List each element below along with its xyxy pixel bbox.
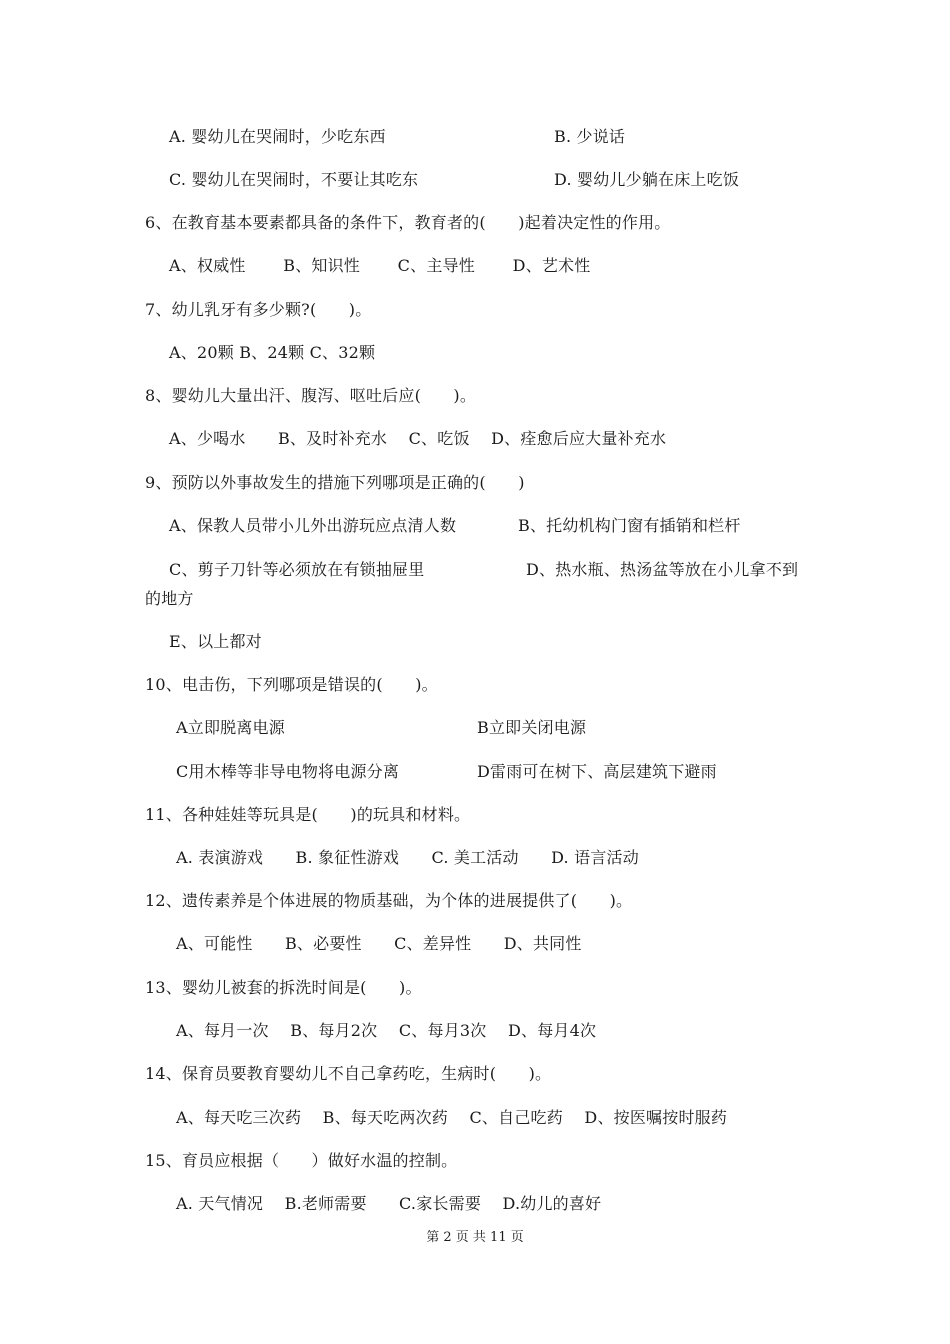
q5-option-d: D. 婴幼儿少躺在床上吃饭 [554,170,740,189]
q10-stem: 10、电击伤，下列哪项是错误的( )。 [145,675,438,694]
q9-option-b: B、托幼机构门窗有插销和栏杆 [518,516,741,535]
q6-stem: 6、在教育基本要素都具备的条件下，教育者的( )起着决定性的作用。 [145,213,671,232]
q10-option-d: D雷雨可在树下、高层建筑下避雨 [477,762,717,781]
q8-stem: 8、婴幼儿大量出汗、腹泻、呕吐后应( )。 [145,386,477,405]
q11-stem: 11、各种娃娃等玩具是( )的玩具和材料。 [145,805,471,824]
q8-options: A、少喝水 B、及时补充水 C、吃饭 D、痊愈后应大量补充水 [169,429,667,448]
q13-options: A、每月一次 B、每月2次 C、每月3次 D、每月4次 [176,1021,597,1040]
q10-option-c: C用木棒等非导电物将电源分离 [176,762,400,781]
q14-stem: 14、保育员要教育婴幼儿不自己拿药吃，生病时( )。 [145,1064,552,1083]
q9-option-a: A、保教人员带小儿外出游玩应点清人数 [169,516,457,535]
q14-options: A、每天吃三次药 B、每天吃两次药 C、自己吃药 D、按医嘱按时服药 [176,1108,728,1127]
page-footer: 第 2 页 共 11 页 [426,1230,524,1245]
q9-option-c: C、剪子刀针等必须放在有锁抽屉里 [169,560,425,579]
q9-option-d-continued: 的地方 [145,589,194,608]
q5-option-a: A. 婴幼儿在哭闹时，少吃东西 [169,127,386,146]
q9-stem: 9、预防以外事故发生的措施下列哪项是正确的( ) [145,473,525,492]
q6-options: A、权威性 B、知识性 C、主导性 D、艺术性 [169,256,591,275]
q15-stem: 15、育员应根据（ ）做好水温的控制。 [145,1151,458,1170]
q10-option-a: A立即脱离电源 [176,718,285,737]
q13-stem: 13、婴幼儿被套的拆洗时间是( )。 [145,978,422,997]
q7-options: A、20颗 B、24颗 C、32颗 [169,343,376,362]
q11-options: A. 表演游戏 B. 象征性游戏 C. 美工活动 D. 语言活动 [176,848,639,867]
q12-stem: 12、遗传素养是个体进展的物质基础，为个体的进展提供了( )。 [145,891,633,910]
q9-option-d: D、热水瓶、热汤盆等放在小儿拿不到 [526,560,799,579]
q12-options: A、可能性 B、必要性 C、差异性 D、共同性 [176,934,582,953]
q5-option-b: B. 少说话 [554,127,626,146]
q15-options: A. 天气情况 B.老师需要 C.家长需要 D.幼儿的喜好 [176,1194,602,1213]
q5-option-c: C. 婴幼儿在哭闹时，不要让其吃东 [169,170,419,189]
q9-option-e: E、以上都对 [169,632,262,651]
q10-option-b: B立即关闭电源 [477,718,587,737]
q7-stem: 7、幼儿乳牙有多少颗?( )。 [145,300,372,319]
